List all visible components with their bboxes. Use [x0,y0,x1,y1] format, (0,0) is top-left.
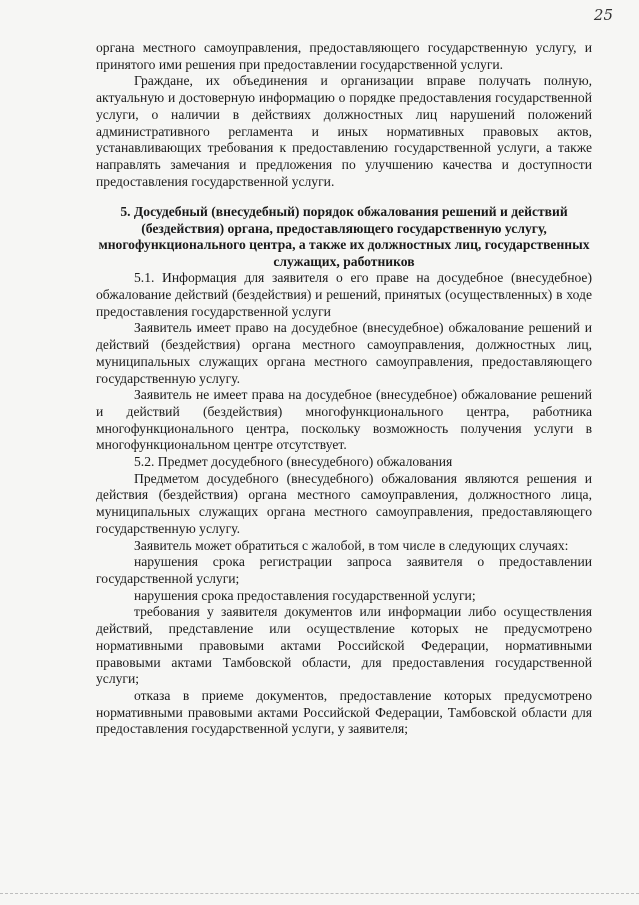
paragraph: 5.1. Информация для заявителя о его праве на досудебное (внесудебное) обжалование действий (бездействия) и решений, принятых (осуществленных) в ходе предоставления государственной услуги [96,270,592,319]
paragraph: 5.2. Предмет досудебного (внесудебного) обжалования [134,454,453,470]
paragraph: требования у заявителя документов или информации либо осуществления действий, представление или осуществление которых не предусмотрено нормативными правовыми актами Российской Федерации, нормативными правовыми актами Тамбовской области, для предоставления государственной услуги; [96,604,592,687]
paragraph: Предметом досудебного (внесудебного) обжалования являются решения и действия (бездействия) органа местного самоуправления, должностного лица, муниципальных служащих органа местного самоуправления, предоставляющего государственную услугу. [96,470,592,536]
paragraph: органа местного самоуправления, предоставляющего государственную услугу, и принятого ими решения при предоставлении государственной услуги. [96,40,592,72]
paragraph: нарушения срока предоставления государственной услуги; [134,587,476,603]
paragraph: Заявитель может обратиться с жалобой, в том числе в следующих случаях: [134,537,569,553]
page-bottom-divider [0,893,639,894]
paragraph: Заявитель не имеет права на досудебное (внесудебное) обжалование решений и действий (бездействия) многофункционального центра, работника многофункционального центра, поскольку возможность получения услуги в многофункциональном центре отсутствует. [96,387,592,453]
section-heading: 5. Досудебный (внесудебный) порядок обжалования решений и действий (бездействия) органа, предоставляющего государственную услугу, многофункционального центра, а также их должностных лиц, государственных служащих, работников [98,204,590,269]
document-body [96,40,592,738]
paragraph: отказа в приеме документов, предоставление которых предусмотрено нормативными правовыми актами Российской Федерации, Тамбовской области для предоставления государственной услуги, у заявителя; [96,687,592,737]
paragraph: Граждане, их объединения и организации вправе получать полную, актуальную и достоверную информацию о порядке предоставления государственной услуги, о наличии в действиях должностных лиц нарушений положений административного регламента и иных нормативных правовых актов, устанавливающих требования к предоставлению государственной услуги, а также направлять замечания и предложения по улучшению качества и доступности предоставления государственной услуги. [96,73,592,189]
page-number: 25 [593,6,613,24]
paragraph: Заявитель имеет право на досудебное (внесудебное) обжалование решений и действий (бездействия) органа местного самоуправления, должностных лиц, муниципальных служащих органа местного самоуправления, предоставляющего государственную услугу. [96,320,592,386]
paragraph: нарушения срока регистрации запроса заявителя о предоставлении государственной услуги; [96,554,592,586]
